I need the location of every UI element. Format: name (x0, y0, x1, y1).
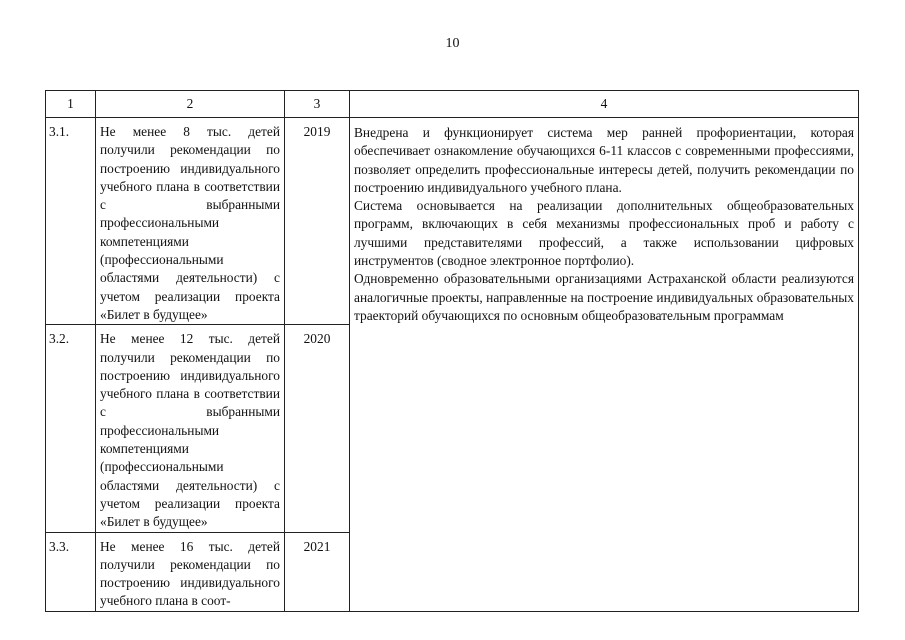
table-header-row (46, 91, 859, 118)
result-description (350, 118, 859, 612)
row-number: 3.1. (46, 118, 96, 325)
table-row (46, 118, 859, 325)
column-header: 2 (96, 91, 285, 118)
requirement-text: Не менее 12 тыс. детей получили рекомендации по построению индивидуального учебного плана в соответствии с выбранными профессиональными компетенциями (профессиональными областями деятельности) с учетом реализации проекта «Билет в будущее» (96, 325, 285, 532)
result-paragraph: Одновременно образовательными организациями Астраханской области реализуются аналогичные проекты, направленные на построение индивидуальных образовательных траекторий обучающихся по основным общеобразовательным программам (354, 271, 854, 323)
page-number: 10 (445, 36, 460, 51)
column-header: 3 (285, 91, 350, 118)
results-table (45, 90, 859, 612)
requirement-text: Не менее 8 тыс. детей получили рекомендации по построению индивидуального учебного плана в соответствии с выбранными профессиональными компетенциями (профессиональными областями деятельности) с учетом реализации проекта «Билет в будущее» (96, 118, 285, 325)
requirement-text: Не менее 16 тыс. детей получили рекомендации по построению индивидуального учебного плана в соот- (96, 532, 285, 611)
row-year: 2020 (285, 325, 350, 532)
row-number: 3.3. (46, 532, 96, 611)
result-paragraph: Внедрена и функционирует система мер ранней профориентации, которая обеспечивает ознакомление обучающихся 6-11 классов с современными профессиями, позволяет определить профессиональные интересы детей, получить рекомендации по построению индивидуального учебного плана. (354, 125, 854, 195)
column-header: 4 (350, 91, 859, 118)
row-number: 3.2. (46, 325, 96, 532)
row-year: 2021 (285, 532, 350, 611)
result-paragraph: Система основывается на реализации дополнительных общеобразовательных программ, включающих в себя механизмы профессиональных проб и работу с лучшими представителями профессий, а также использовании цифровых инструментов (сводное электронное портфолио). (354, 198, 854, 269)
column-header: 1 (46, 91, 96, 118)
row-year: 2019 (285, 118, 350, 325)
